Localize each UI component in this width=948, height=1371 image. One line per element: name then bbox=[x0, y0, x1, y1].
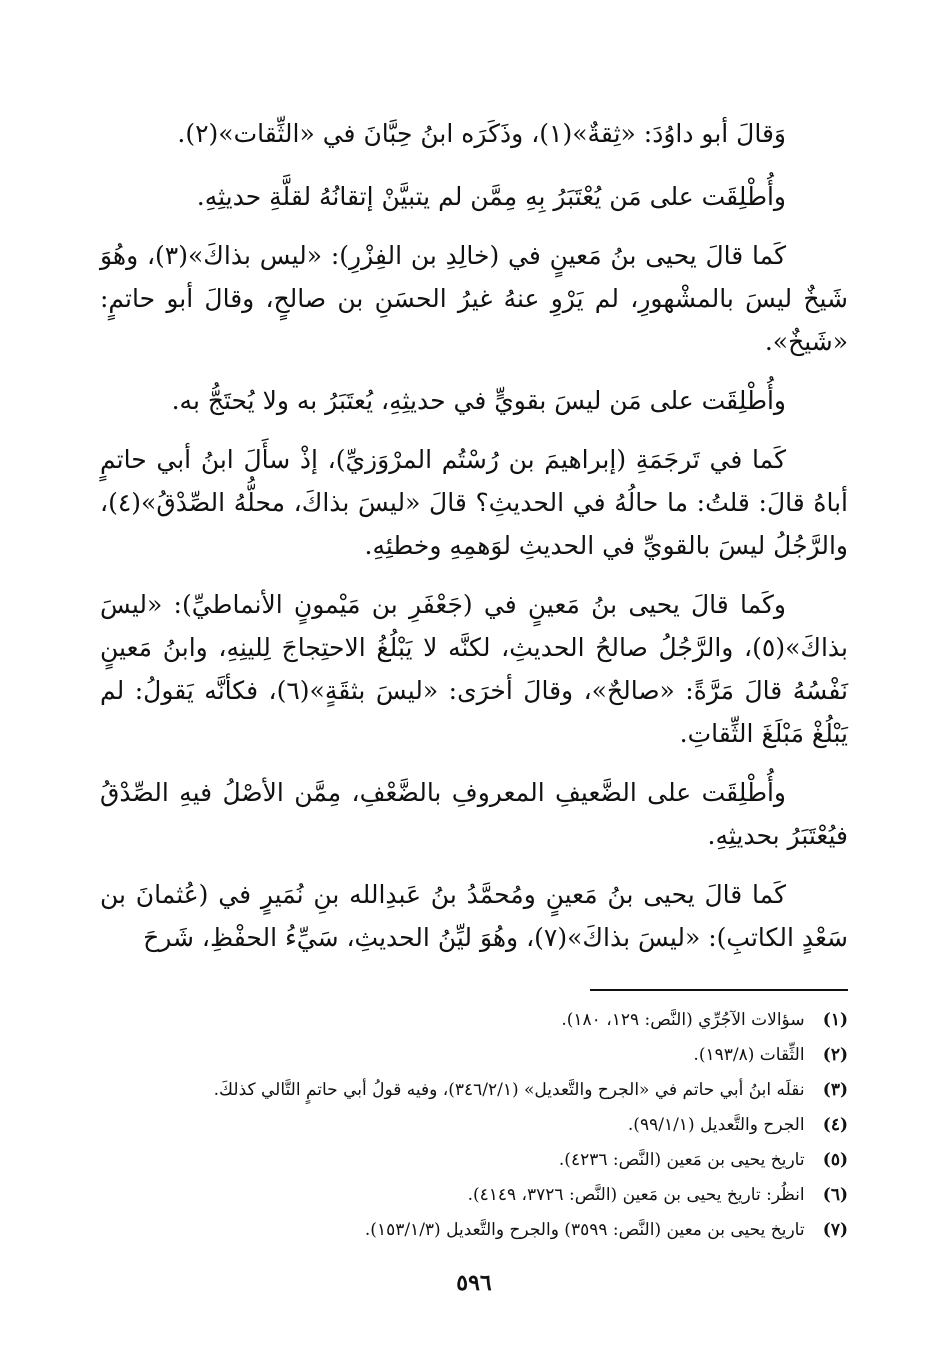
footnote-item bbox=[100, 1213, 848, 1248]
footnote-number: (٤) bbox=[822, 1115, 848, 1135]
paragraph: وأُطْلِقَت على مَن ليسَ بقويٍّ في حديثِهِ، يُعتَبَرُ به ولا يُحتَجُّ به. bbox=[171, 386, 786, 415]
footnote-text: انظُر: تاريخ يحيى بن مَعين (النَّص: ٣٧٢٦، ٤١٤٩). bbox=[467, 1185, 805, 1205]
footnote-item bbox=[100, 1143, 848, 1178]
paragraph: وأُطْلِقَت على مَن يُعْتَبَرُ بِهِ مِمَّن لم يتبيَّنْ إتقانُهُ لقلَّةِ حديثِهِ. bbox=[196, 182, 786, 211]
paragraph: وأُطْلِقَت على الضَّعيفِ المعروفِ بالضَّعْفِ، مِمَّن الأصْلُ فيهِ الصِّدْقُ فيُعْتَبَرُ بحديثِهِ. bbox=[100, 778, 848, 850]
paragraph: وكَما قالَ يحيى بنُ مَعينٍ في (جَعْفَرِ بن مَيْمونٍ الأنماطيِّ): «ليسَ بذاكَ»(٥)، والرَّجُلُ صالحُ الحديثِ، لكنَّه لا يَبْلُغُ الاحتِجاجَ لِلينِهِ، وابنُ مَعينٍ نَفْسُهُ قالَ مَرَّةً: «صالحٌ»، وقالَ أخرَى: «ليسَ بثقَةٍ»(٦)، فكأنَّه يَقولُ: لم يَبْلُغْ مَبْلَغَ الثِّقاتِ. bbox=[100, 590, 848, 748]
footnote-text: تاريخ يحيى بن مَعين (النَّص: ٤٢٣٦). bbox=[558, 1150, 805, 1170]
footnotes bbox=[100, 1003, 848, 1248]
footnote-text: الجرح والتَّعديل (٩٩/١/١). bbox=[627, 1115, 805, 1135]
footnote-number: (٣) bbox=[822, 1080, 848, 1100]
paragraph: وَقالَ أبو داوُدَ: «ثِقةٌ»(١)، وذَكَرَه ابنُ حِبَّانَ في «الثِّقات»(٢). bbox=[177, 119, 786, 148]
footnote-item bbox=[100, 1073, 848, 1108]
paragraph: كَما قالَ يحيى بنُ مَعينٍ في (خالِدِ بن الفِزْرِ): «ليس بذاكَ»(٣)، وهُوَ شَيخٌ ليسَ بالمشْهورِ، لم يَرْوِ عنهُ غيرُ الحسَنِ بن صالحٍ، وقالَ أبو حاتمٍ: «شَيخٌ». bbox=[100, 241, 848, 356]
footnote-separator bbox=[590, 989, 848, 991]
paragraph: كَما قالَ يحيى بنُ مَعينٍ ومُحمَّدُ بنُ عَبدِالله بنِ نُمَيرٍ في (عُثمانَ بن سَعْدٍ الكاتبِ): «ليسَ بذاكَ»(٧)، وهُوَ ليِّنُ الحديثِ، سَيِّءُ الحفْظِ، شَرحَ bbox=[100, 880, 848, 952]
footnote-item bbox=[100, 1003, 848, 1038]
main-text bbox=[100, 112, 848, 975]
footnote-number: (٧) bbox=[822, 1220, 848, 1240]
footnote-item bbox=[100, 1108, 848, 1143]
footnote-number: (١) bbox=[822, 1010, 848, 1030]
footnote-number: (٦) bbox=[822, 1185, 848, 1205]
footnote-text: الثِّقات (١٩٣/٨). bbox=[693, 1045, 805, 1065]
footnote-text: نقلَه ابنُ أبي حاتم في «الجرح والتَّعديل» (٣٤٦/٢/١)، وفيه قولُ أبي حاتمٍ التَّالي كذلكَ. bbox=[213, 1080, 805, 1100]
page-number: ٥٩٦ bbox=[456, 1270, 492, 1296]
footnote-text: تاريخ يحيى بن معين (النَّص: ٣٥٩٩) والجرح والتَّعديل (١٥٣/١/٣). bbox=[364, 1220, 805, 1240]
paragraph: كَما في تَرجَمَةِ (إبراهيمَ بن رُسْتُم المرْوَزيِّ)، إذْ سأَلَ ابنُ أبي حاتمٍ أباهُ قالَ: قلتُ: ما حالُهُ في الحديثِ؟ قالَ «ليسَ بذاكَ، محلُّهُ الصِّدْقُ»(٤)، والرَّجُلُ ليسَ بالقويِّ في الحديثِ لوَهمِهِ وخطئِهِ. bbox=[100, 445, 848, 560]
footnote-text: سؤالات الآجُرِّي (النَّص: ١٢٩، ١٨٠). bbox=[561, 1010, 805, 1030]
footnote-item bbox=[100, 1178, 848, 1213]
footnote-number: (٥) bbox=[822, 1150, 848, 1170]
footnote-number: (٢) bbox=[822, 1045, 848, 1065]
footnote-item bbox=[100, 1038, 848, 1073]
